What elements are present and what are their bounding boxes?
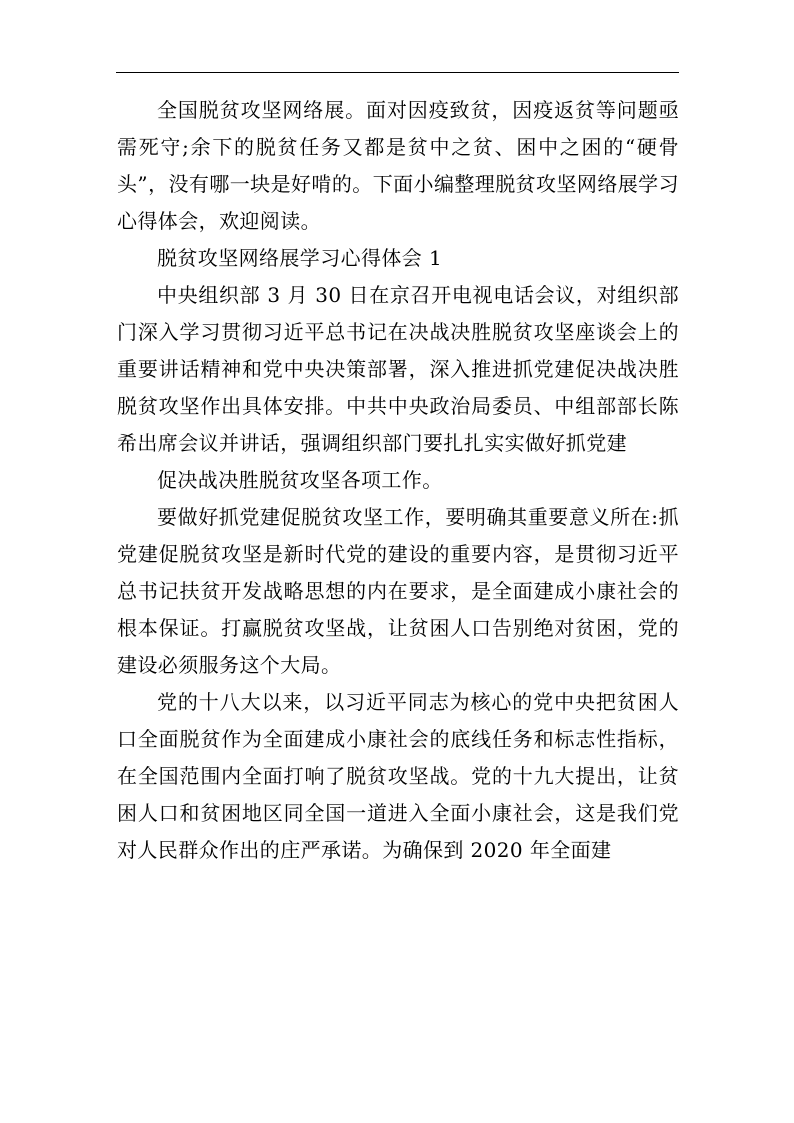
paragraph: 党的十八大以来，以习近平同志为核心的党中央把贫困人口全面脱贫作为全面建成小康社会的底线任务和标志性指标，在全国范围内全面打响了脱贫攻坚战。党的十九大提出，让贫困人口和贫困地区同全国一道进入全面小康社会，这是我们党对人民群众作出的庄严承诺。为确保到 2020 年全面建 (117, 690, 679, 862)
paragraph: 促决战决胜脱贫攻坚各项工作。 (157, 468, 443, 492)
paragraph: 中央组织部 3 月 30 日在京召开电视电话会议，对组织部门深入学习贯彻习近平总书记在决战决胜脱贫攻坚座谈会上的重要讲话精神和党中央决策部署，深入推进抓党建促决战决胜脱贫攻坚作出具体安排。中共中央政治局委员、中组部部长陈希出席会议并讲话，强调组织部门要扎扎实实做好抓党建 (117, 283, 679, 455)
document-body (117, 92, 679, 869)
paragraph: 要做好抓党建促脱贫攻坚工作，要明确其重要意义所在:抓党建促脱贫攻坚是新时代党的建设的重要内容，是贯彻习近平总书记扶贫开发战略思想的内在要求，是全面建成小康社会的根本保证。打赢脱贫攻坚战，让贫困人口告别绝对贫困，党的建设必须服务这个大局。 (117, 505, 679, 677)
section-heading: 脱贫攻坚网络展学习心得体会 1 (157, 246, 443, 270)
header-rule (116, 72, 679, 73)
paragraph-intro: 全国脱贫攻坚网络展。面对因疫致贫，因疫返贫等问题亟需死守;余下的脱贫任务又都是贫中之贫、困中之困的“硬骨头”，没有哪一块是好啃的。下面小编整理脱贫攻坚网络展学习心得体会，欢迎阅读。 (117, 98, 679, 233)
